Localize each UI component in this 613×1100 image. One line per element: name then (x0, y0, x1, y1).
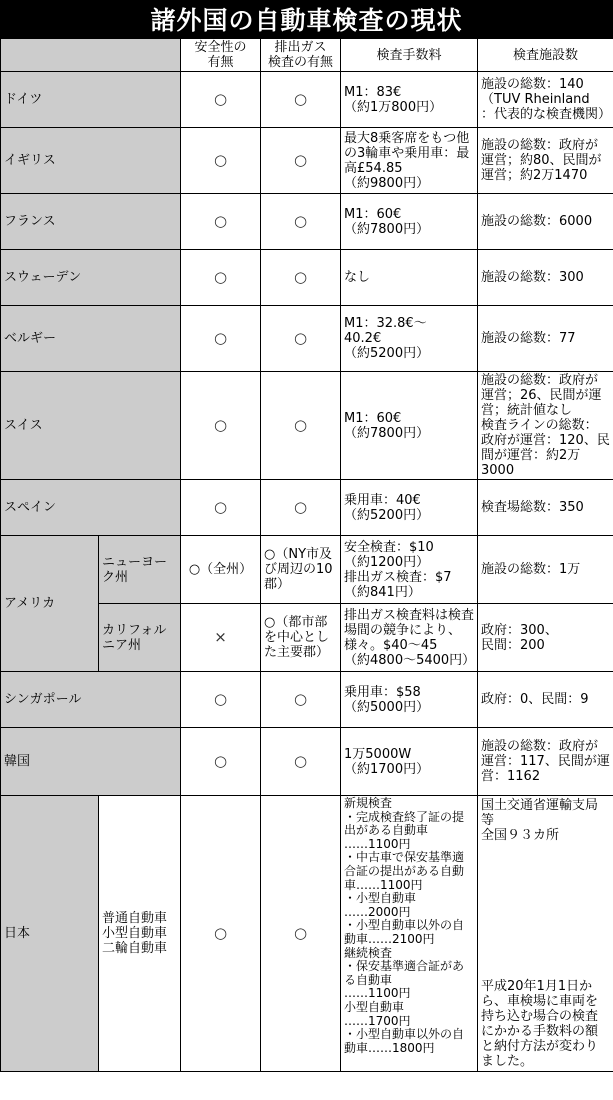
header-fee: 検査手数料 (341, 39, 478, 72)
country-cell: 韓国 (1, 728, 181, 796)
safety-cell: ○ (181, 796, 261, 1072)
facilities-cell: 政府：0、民間：9 (478, 672, 613, 728)
fee-cell: 乗用車：40€ （約5200円） (341, 480, 478, 536)
country-cell: ベルギー (1, 306, 181, 372)
table-row (1, 536, 613, 604)
safety-cell: ○ (181, 728, 261, 796)
emission-cell: ○ (261, 796, 341, 1072)
country-cell: スイス (1, 372, 181, 480)
safety-cell: × (181, 604, 261, 672)
table-row (1, 194, 613, 250)
facilities-cell: 施設の総数：6000 (478, 194, 613, 250)
header-emission: 排出ガス 検査の有無 (261, 39, 341, 72)
emission-cell: ○（NY市及び周辺の10郡） (261, 536, 341, 604)
safety-cell: ○ (181, 672, 261, 728)
vehicle-type-cell: 普通自動車 小型自動車 二輪自動車 (99, 796, 181, 1072)
emission-cell: ○ (261, 128, 341, 194)
table-row (1, 672, 613, 728)
table-row (1, 250, 613, 306)
emission-cell: ○ (261, 250, 341, 306)
header-facilities: 検査施設数 (478, 39, 613, 72)
safety-cell: ○ (181, 194, 261, 250)
facilities-cell: 施設の総数：140 （TUV Rheinland ：代表的な検査機関） (478, 72, 613, 128)
safety-cell: ○ (181, 128, 261, 194)
emission-cell: ○ (261, 72, 341, 128)
header-row (1, 39, 613, 72)
table-row (1, 306, 613, 372)
emission-cell: ○ (261, 480, 341, 536)
state-cell: ニューヨーク州 (99, 536, 181, 604)
fee-cell: 新規検査 ・完成検査終了証の提出がある自動車 ……1100円 ・中古車で保安基準適合証の提出がある自動車……1100円 ・小型自動車 ……2000円 ・小型自動車以外の自動車……2100円 継続検査 ・保安基準適合証がある自動車 ……1100円 小型自動車 ……1700円 ・小型自動車以外の自動車……1800円 (341, 796, 478, 1072)
safety-cell: ○ (181, 72, 261, 128)
table-row (1, 372, 613, 480)
table-row (1, 480, 613, 536)
fee-cell: M1：60€ （約7800円） (341, 194, 478, 250)
fee-cell: 1万5000W （約1700円） (341, 728, 478, 796)
facilities-cell: 施設の総数：政府が運営；約80、民間が運営；約2万1470 (478, 128, 613, 194)
table-row (1, 128, 613, 194)
fee-cell: なし (341, 250, 478, 306)
fee-cell: 乗用車：$58 （約5000円） (341, 672, 478, 728)
fee-change-note: 平成20年1月1日から、車検場に車両を持ち込む場合の検査にかかる手数料の額と納付方法が変わりました。 (481, 979, 599, 1069)
state-cell: カリフォルニア州 (99, 604, 181, 672)
facilities-cell: 施設の総数：300 (478, 250, 613, 306)
emission-cell: ○ (261, 728, 341, 796)
emission-cell: ○ (261, 306, 341, 372)
fee-cell: 安全検査：$10 （約1200円） 排出ガス検査：$7 （約841円） (341, 536, 478, 604)
header-safety: 安全性の 有無 (181, 39, 261, 72)
table-row (1, 796, 613, 1072)
facilities-cell: 施設の総数：77 (478, 306, 613, 372)
country-cell: スウェーデン (1, 250, 181, 306)
facilities-note: 国土交通省運輸支局等 全国９３カ所 (481, 798, 599, 843)
facilities-cell: 政府：300、 民間：200 (478, 604, 613, 672)
country-cell: イギリス (1, 128, 181, 194)
safety-cell: ○（全州） (181, 536, 261, 604)
country-cell: シンガポール (1, 672, 181, 728)
header-country (1, 39, 181, 72)
safety-cell: ○ (181, 480, 261, 536)
table-row (1, 72, 613, 128)
safety-cell: ○ (181, 250, 261, 306)
safety-cell: ○ (181, 306, 261, 372)
country-cell: フランス (1, 194, 181, 250)
emission-cell: ○ (261, 372, 341, 480)
country-cell: ドイツ (1, 72, 181, 128)
facilities-cell: 施設の総数：1万 (478, 536, 613, 604)
country-cell: アメリカ (1, 536, 99, 672)
facilities-cell: 施設の総数：政府が運営：117、民間が運営：1162 (478, 728, 613, 796)
fee-cell: 最大8乗客席をもつ他の3輪車や乗用車：最高£54.85 （約9800円） (341, 128, 478, 194)
facilities-cell: 施設の総数：政府が運営；26、民間が運営；統計値なし 検査ラインの総数：政府が運営：120、民間が運営：約2万3000 (478, 372, 613, 480)
facilities-cell (478, 796, 613, 1072)
table-row (1, 728, 613, 796)
fee-cell: M1：83€ （約1万800円） (341, 72, 478, 128)
emission-cell: ○ (261, 194, 341, 250)
fee-cell: 排出ガス検査料は検査場間の競争により、様々。$40～45 （約4800～5400円） (341, 604, 478, 672)
page-title: 諸外国の自動車検査の現状 (0, 0, 613, 38)
inspection-table (0, 38, 613, 1072)
emission-cell: ○（都市部を中心とした主要郡） (261, 604, 341, 672)
safety-cell: ○ (181, 372, 261, 480)
facilities-cell: 検査場総数：350 (478, 480, 613, 536)
fee-cell: M1：60€ （約7800円） (341, 372, 478, 480)
country-cell: スペイン (1, 480, 181, 536)
country-cell: 日本 (1, 796, 99, 1072)
fee-cell: M1：32.8€～ 40.2€ （約5200円） (341, 306, 478, 372)
emission-cell: ○ (261, 672, 341, 728)
